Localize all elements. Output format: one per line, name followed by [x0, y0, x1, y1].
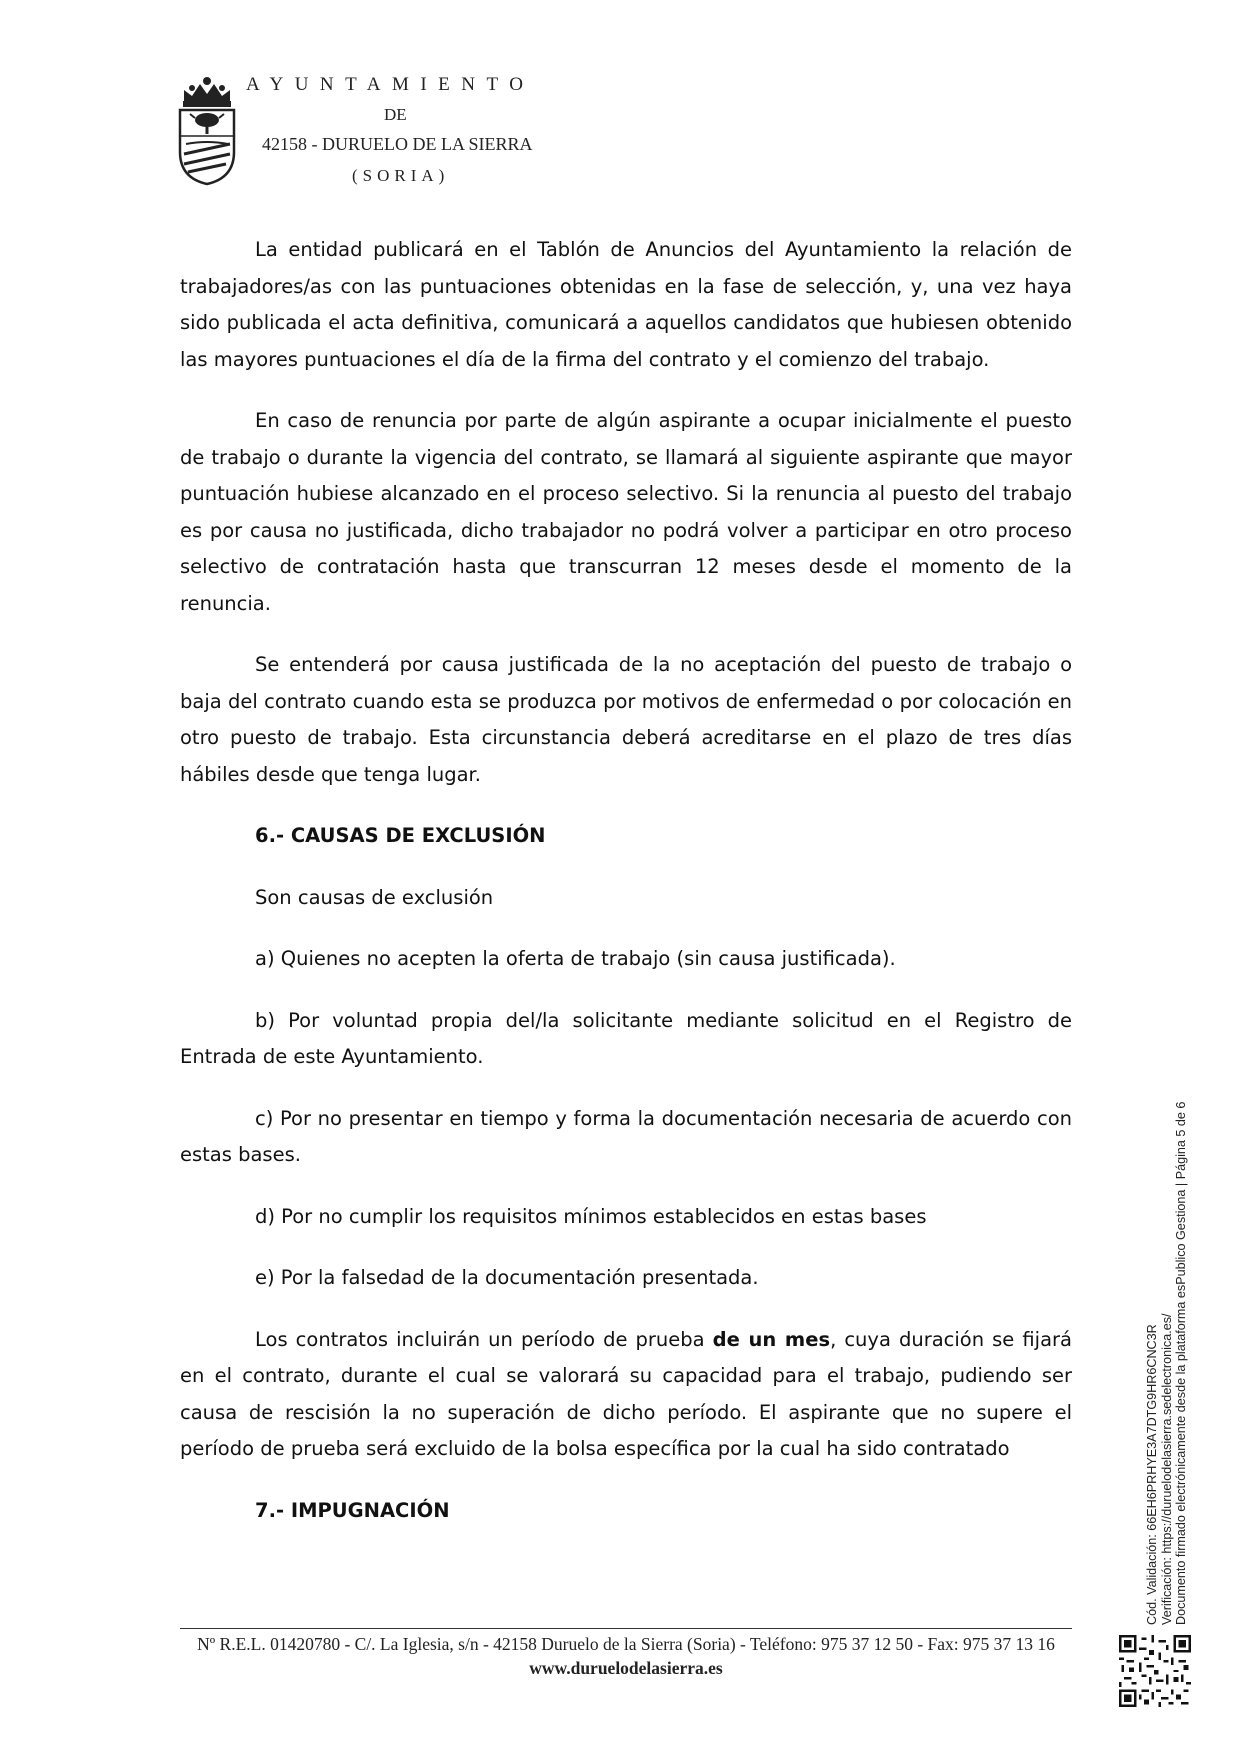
- header-municipality: 42158 - DURUELO DE LA SIERRA: [262, 134, 533, 154]
- list-item-d: d) Por no cumplir los requisitos mínimos establecidos en estas bases: [255, 1204, 927, 1228]
- paragraph-causa-justificada: Se entenderá por causa justificada de la no aceptación del puesto de trabajo o baja del contrato cuando esta se produzca por motivos de enfermedad o por colocación en otro puesto de trabajo. Esta circunstancia deberá acreditarse en el plazo de tres días hábiles desde que tenga lugar.: [180, 653, 1072, 786]
- footer-website: www.duruelodelasierra.es: [529, 1658, 723, 1678]
- footer-address: Nº R.E.L. 01420780 - C/. La Iglesia, s/n - 42158 Duruelo de la Sierra (Soria) - Teléfono: 975 37 12 50 - Fax: 975 37 13 16: [197, 1634, 1055, 1654]
- list-item-c: c) Por no presentar en tiempo y forma la documentación necesaria de acuerdo con estas bases.: [180, 1106, 1072, 1166]
- header-ayuntamiento: AYUNTAMIENTO: [246, 74, 535, 95]
- validation-code: Cód. Validación: 66EH6PRHYE3A7DTG9HR6CNC3R: [1145, 1324, 1159, 1625]
- paragraph-publication: La entidad publicará en el Tablón de Anuncios del Ayuntamiento la relación de trabajadores/as con las puntuaciones obtenidas en la fase de selección, y, una vez haya sido publicada el acta definitiva, comunicará a aquellos candidatos que hubiesen obtenido las mayores puntuaciones el día de la firma del contrato y el comienzo del trabajo.: [180, 238, 1072, 371]
- header-province: (SORIA): [352, 166, 450, 185]
- paragraph-renuncia: En caso de renuncia por parte de algún aspirante a ocupar inicialmente el puesto de trabajo o durante la vigencia del contrato, se llamará al siguiente aspirante que mayor puntuación hubiese alcanzado en el proceso selectivo. Si la renuncia al puesto del trabajo es por causa no justificada, dicho trabajador no podrá volver a participar en otro proceso selectivo de contratación hasta que transcurran 12 meses desde el momento de la renuncia.: [180, 409, 1072, 615]
- signature-note: Documento firmado electrónicamente desde la plataforma esPublico Gestiona | Página 5 de 6: [1174, 1101, 1188, 1625]
- periodo-prueba-start: Los contratos incluirán un período de prueba: [255, 1327, 713, 1351]
- document-body: [180, 232, 1072, 1554]
- footer-divider: [180, 1628, 1072, 1629]
- verification-url: Verificación: https://duruelodelasierra.sedelectronica.es/: [1159, 1313, 1174, 1625]
- section-heading-7: 7.- IMPUGNACIÓN: [255, 1498, 450, 1522]
- periodo-prueba-bold: de un mes: [712, 1327, 831, 1351]
- qr-code-icon: [1119, 1635, 1191, 1707]
- paragraph-exclusion-intro: Son causas de exclusión: [255, 885, 494, 909]
- list-item-e: e) Por la falsedad de la documentación presentada.: [255, 1266, 759, 1289]
- section-heading-6: 6.- CAUSAS DE EXCLUSIÓN: [255, 824, 546, 847]
- periodo-prueba-end: , cuya duración se fijará en el contrato, durante el cual se valorará su capacidad para el trabajo, pudiendo ser causa de rescisión la no superación de dicho período. El aspirante que no supere el período de prueba será excluido de la bolsa específica por la cual ha sido contratado: [180, 1327, 1072, 1460]
- header-de: DE: [384, 105, 407, 124]
- list-item-b: b) Por voluntad propia del/la solicitante mediante solicitud en el Registro de Entrada de este Ayuntamiento.: [180, 1008, 1072, 1068]
- paragraph-periodo-prueba: [180, 1322, 1072, 1468]
- coat-of-arms-icon: [176, 74, 238, 186]
- list-item-a: a) Quienes no acepten la oferta de trabajo (sin causa justificada).: [255, 947, 896, 970]
